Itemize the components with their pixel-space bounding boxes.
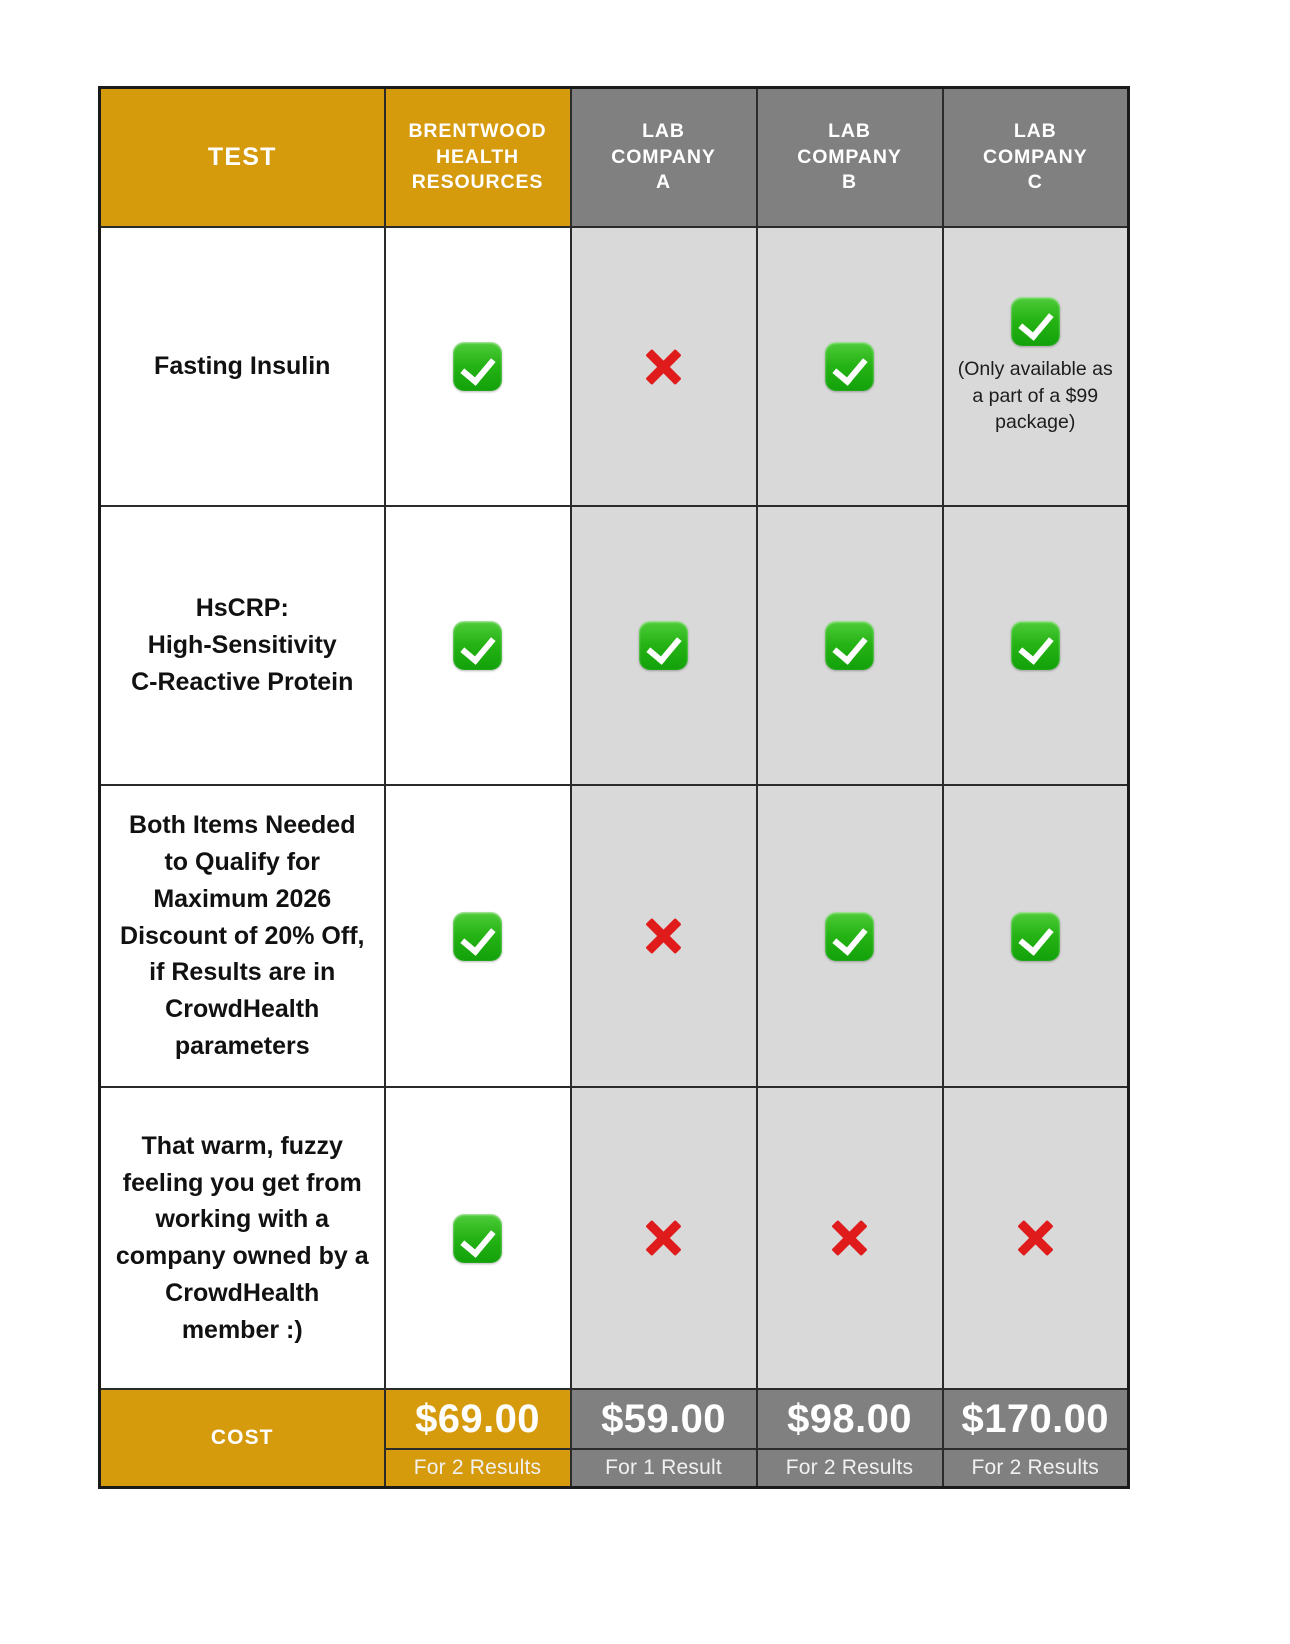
row-label-line: HsCRP: [195, 594, 289, 623]
cell-both-items-lab-a [571, 785, 757, 1087]
mark-wrapper [758, 786, 942, 1086]
column-header-test-label: TEST [207, 143, 277, 172]
column-header-brentwood-health-resources [385, 88, 571, 228]
row-label-line: feeling you get from [122, 1168, 362, 1197]
cell-both-items-bhr [385, 785, 571, 1087]
table-row [100, 1087, 1129, 1389]
check-icon [825, 912, 874, 961]
column-header-lab-company-a [571, 88, 757, 228]
cost-price-lab-c: $170.00 [943, 1389, 1129, 1449]
cross-icon [637, 909, 691, 963]
column-header-lab-company-b [757, 88, 943, 228]
row-label-line: That warm, fuzzy [141, 1131, 343, 1160]
cell-fasting-insulin-lab-c [943, 227, 1129, 506]
row-label-hscrp [100, 506, 385, 785]
cell-note-line: package) [995, 411, 1076, 434]
comparison-table-container [98, 86, 1127, 1489]
row-label-fasting-insulin [100, 227, 385, 506]
row-label-warm-fuzzy-feeling [100, 1087, 385, 1389]
cost-price-lab-a: $59.00 [571, 1389, 757, 1449]
column-header-lab-a-line1: LAB [642, 120, 685, 143]
check-icon [825, 621, 874, 670]
row-label-line: C-Reactive Protein [131, 667, 354, 696]
cell-note-lab-c [948, 356, 1123, 436]
cell-fasting-insulin-lab-b [757, 227, 943, 506]
row-label-line: parameters [174, 1031, 310, 1060]
table-row [100, 227, 1129, 506]
column-header-bhr-line3: RESOURCES [411, 171, 544, 194]
row-label-line: CrowdHealth [165, 995, 320, 1024]
cell-hscrp-lab-a [571, 506, 757, 785]
column-header-lab-b-line1: LAB [828, 120, 871, 143]
cross-icon [637, 1211, 691, 1265]
mark-wrapper [572, 228, 756, 505]
check-icon [1011, 621, 1060, 670]
mark-wrapper [572, 1088, 756, 1388]
row-label-line: Maximum 2026 [153, 884, 332, 913]
row-label-line: working with a [155, 1205, 330, 1234]
mark-wrapper [758, 507, 942, 784]
row-label-line: if Results are in [149, 958, 336, 987]
cost-sub-bhr: For 2 Results [385, 1449, 571, 1488]
lab-comparison-table [98, 86, 1130, 1489]
mark-wrapper [386, 507, 570, 784]
table-header-row [100, 88, 1129, 228]
check-icon [639, 621, 688, 670]
cell-fasting-insulin-bhr [385, 227, 571, 506]
cell-warm-fuzzy-lab-c [943, 1087, 1129, 1389]
row-label-line: Discount of 20% Off, [120, 921, 365, 950]
cell-hscrp-bhr [385, 506, 571, 785]
column-header-lab-b-line2: COMPANY [797, 145, 902, 168]
cell-both-items-lab-c [943, 785, 1129, 1087]
mark-wrapper [944, 1088, 1128, 1388]
mark-wrapper [758, 228, 942, 505]
mark-wrapper [944, 786, 1128, 1086]
row-label-line: CrowdHealth [165, 1278, 320, 1307]
check-icon [825, 342, 874, 391]
row-label-line: to Qualify for [164, 848, 321, 877]
column-header-lab-c-line3: C [1027, 171, 1043, 194]
mark-wrapper [386, 228, 570, 505]
cell-note-line: a part of a $99 [972, 384, 1099, 407]
cross-icon [823, 1211, 877, 1265]
cross-icon [1008, 1211, 1062, 1265]
mark-wrapper [386, 1088, 570, 1388]
column-header-lab-company-c [943, 88, 1129, 228]
column-header-lab-a-line3: A [656, 171, 671, 194]
cost-sub-lab-a: For 1 Result [571, 1449, 757, 1488]
column-header-lab-b-line3: B [842, 171, 857, 194]
mark-wrapper [944, 507, 1128, 784]
mark-wrapper [572, 507, 756, 784]
column-header-lab-a-line2: COMPANY [611, 145, 716, 168]
cost-sub-lab-b: For 2 Results [757, 1449, 943, 1488]
cell-warm-fuzzy-lab-a [571, 1087, 757, 1389]
check-icon [1011, 297, 1060, 346]
cell-both-items-lab-b [757, 785, 943, 1087]
table-row [100, 506, 1129, 785]
row-label-cost: COST [100, 1389, 385, 1488]
cost-price-bhr: $69.00 [385, 1389, 571, 1449]
row-label-line: High-Sensitivity [147, 631, 337, 660]
row-label-line: member :) [181, 1315, 303, 1344]
cell-warm-fuzzy-lab-b [757, 1087, 943, 1389]
row-label-line: Both Items Needed [129, 811, 356, 840]
cross-icon [637, 340, 691, 394]
column-header-test [100, 88, 385, 228]
check-icon [453, 342, 502, 391]
cost-price-lab-b: $98.00 [757, 1389, 943, 1449]
cell-hscrp-lab-b [757, 506, 943, 785]
cell-note-line: (Only available as [957, 358, 1113, 381]
column-header-bhr-line2: HEALTH [435, 145, 520, 168]
row-label-both-items-needed [100, 785, 385, 1087]
column-header-lab-c-line1: LAB [1013, 120, 1057, 143]
row-label-line: Fasting Insulin [154, 352, 331, 381]
cell-warm-fuzzy-bhr [385, 1087, 571, 1389]
check-icon [453, 1214, 502, 1263]
cost-sub-lab-c: For 2 Results [943, 1449, 1129, 1488]
table-row [100, 785, 1129, 1087]
mark-wrapper [758, 1088, 942, 1388]
check-icon [453, 912, 502, 961]
check-icon [1011, 912, 1060, 961]
check-icon [453, 621, 502, 670]
column-header-bhr-line1: BRENTWOOD [408, 120, 547, 143]
cell-hscrp-lab-c [943, 506, 1129, 785]
cost-price-row [100, 1389, 1129, 1449]
mark-wrapper [944, 228, 1128, 505]
mark-wrapper [572, 786, 756, 1086]
cell-fasting-insulin-lab-a [571, 227, 757, 506]
row-label-line: company owned by a [115, 1242, 369, 1270]
column-header-lab-c-line2: COMPANY [982, 145, 1088, 168]
mark-wrapper [386, 786, 570, 1086]
